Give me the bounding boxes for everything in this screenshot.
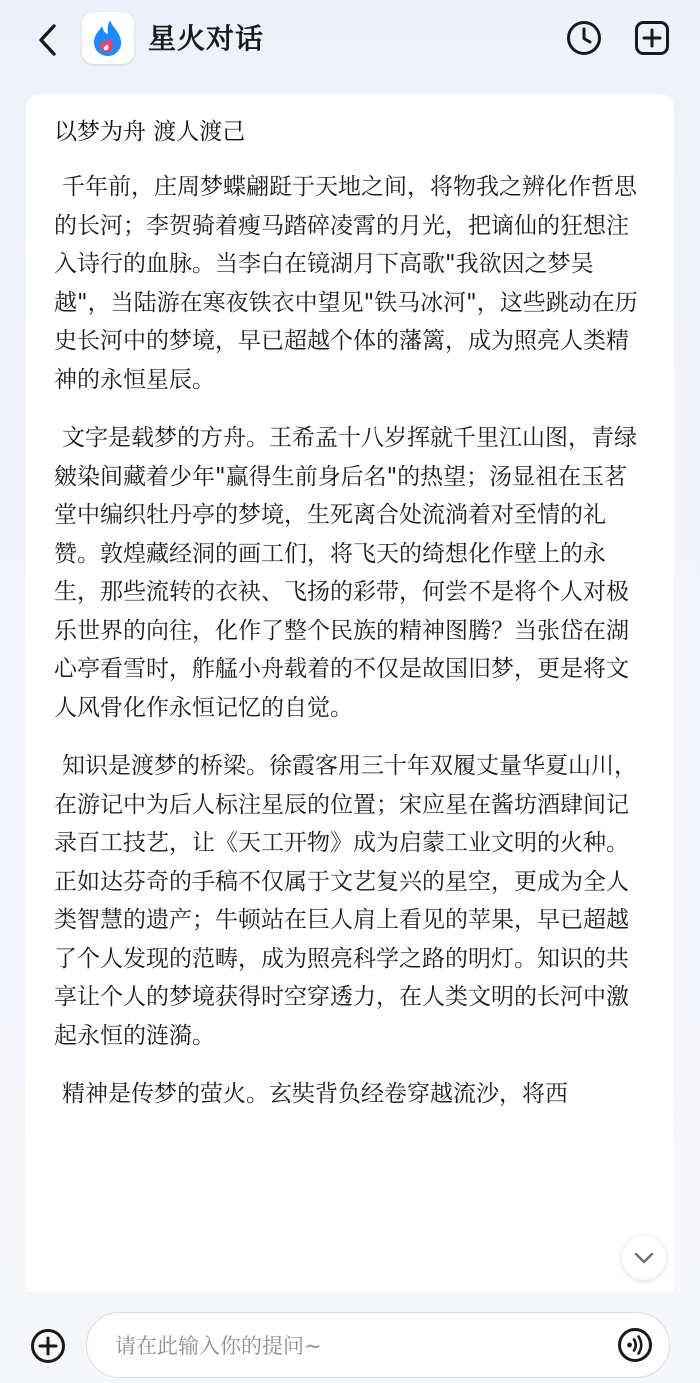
plus-square-icon (633, 19, 671, 57)
new-chat-button[interactable] (632, 18, 672, 58)
spark-flame-logo (90, 18, 126, 58)
chevron-left-icon (35, 23, 61, 57)
answer-card (26, 94, 674, 1292)
essay-paragraph: 精神是传梦的萤火。玄奘背负经卷穿越流沙，将西 (62, 1081, 569, 1107)
attach-button[interactable] (28, 1326, 68, 1366)
essay-paragraph: 知识是渡梦的桥梁。徐霞客用三十年双履丈量华夏山川，在游记中为后人标注星辰的位置；宋应星在酱坊酒肆间记录百工技艺，让《天工开物》成为启蒙工业文明的火种。正如达芬奇的手稿不仅属于文艺复兴的星空，更成为全人类智慧的遗产；牛顿站在巨人肩上看见的苹果，早已超越了个人发现的范畴，成为照亮科学之路的明灯。知识的共享让个人的梦境获得时空穿透力，在人类文明的长河中激起永恒的涟漪。 (54, 753, 638, 1049)
plus-circle-icon (29, 1327, 67, 1365)
scroll-to-bottom-button[interactable] (622, 1236, 666, 1280)
input-bar (0, 1292, 700, 1383)
voice-input-button[interactable] (617, 1327, 653, 1363)
essay-paragraph: 千年前，庄周梦蝶翩跹于天地之间，将物我之辨化作哲思的长河；李贺骑着瘦马踏碎凌霄的月光，把谪仙的狂想注入诗行的血脉。当李白在镜湖月下高歌"我欲因之梦吴越"，当陆游在寒夜铁衣中望见"铁马冰河"，这些跳动在历史长河中的梦境，早已超越个体的藩篱，成为照亮人类精神的永恒星辰。 (54, 174, 638, 393)
essay-title: 以梦为舟 渡人渡己 (54, 119, 246, 145)
voice-wave-icon (617, 1327, 653, 1363)
top-bar (0, 0, 700, 80)
app-logo (82, 12, 134, 64)
chevron-down-icon (634, 1252, 654, 1264)
back-button[interactable] (28, 20, 68, 60)
prompt-input-box[interactable] (86, 1312, 670, 1378)
answer-content (54, 114, 644, 1134)
clock-icon (565, 19, 603, 57)
essay-paragraph: 文字是载梦的方舟。王希孟十八岁挥就千里江山图，青绿皴染间藏着少年"赢得生前身后名"的热望；汤显祖在玉茗堂中编织牡丹亭的梦境，生死离合处流淌着对至情的礼赞。敦煌藏经洞的画工们，将飞天的绮想化作壁上的永生，那些流转的衣袂、飞扬的彩带，何尝不是将个人对极乐世界的向往，化作了整个民族的精神图腾？当张岱在湖心亭看雪时，舴艋小舟载着的不仅是故国旧梦，更是将文人风骨化作永恒记忆的自觉。 (54, 425, 638, 721)
app-title: 星火对话 (148, 22, 265, 55)
prompt-input[interactable] (113, 1323, 597, 1369)
history-button[interactable] (564, 18, 604, 58)
